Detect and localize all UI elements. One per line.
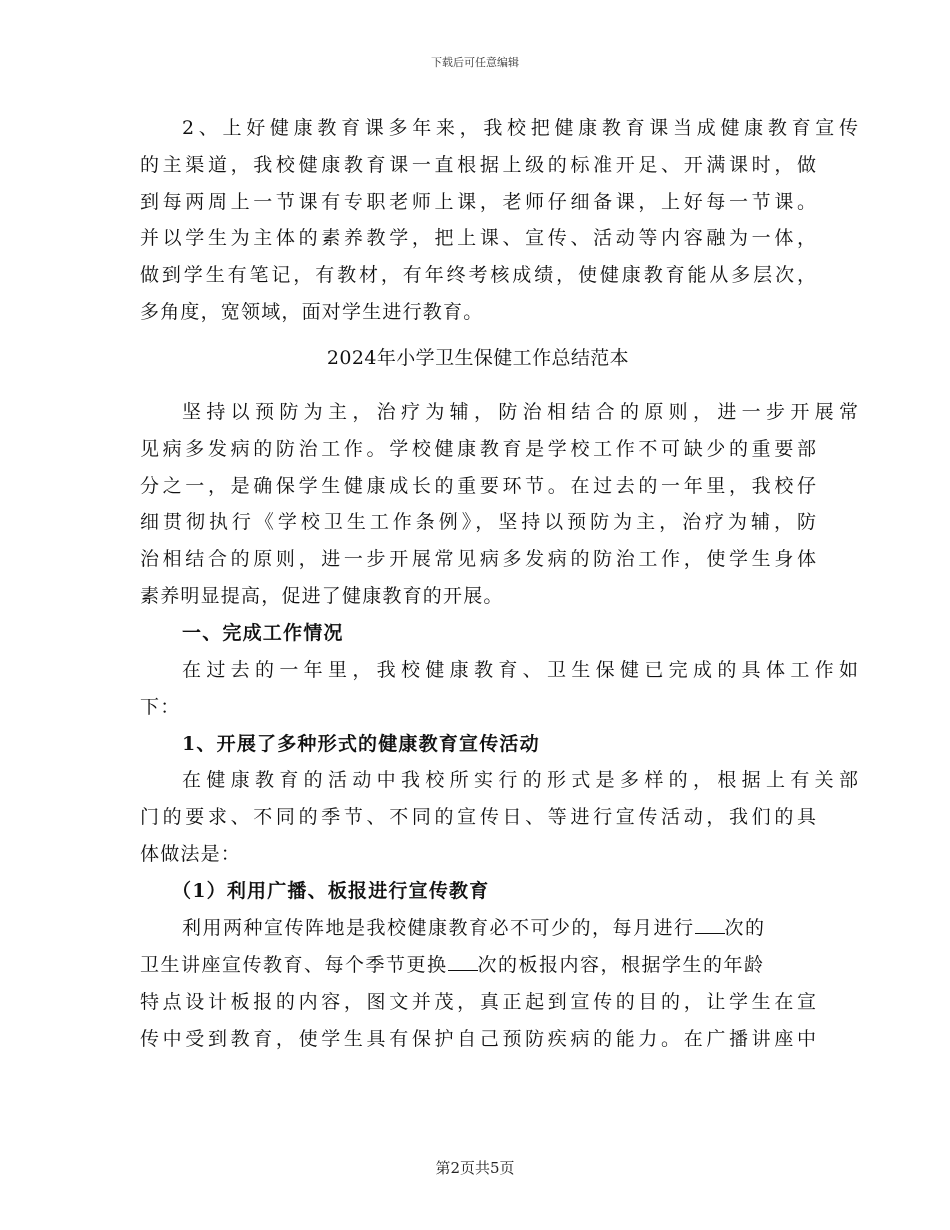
page-number: 第2页共5页 bbox=[435, 1159, 515, 1177]
body-line: 分之一，是确保学生健康成长的重要环节。在过去的一年里，我校仔 bbox=[140, 475, 816, 497]
body-line: 在健康教育的活动中我校所实行的形式是多样的，根据上有关部 bbox=[182, 769, 858, 791]
body-line: 体做法是： bbox=[140, 843, 242, 865]
body-line: 见病多发病的防治工作。学校健康教育是学校工作不可缺少的重要部 bbox=[140, 438, 816, 460]
body-line: 到每两周上一节课有专职老师上课，老师仔细备课，上好每一节课。 bbox=[140, 191, 816, 213]
body-line bbox=[140, 952, 816, 978]
heading-broadcast: （1）利用广播、板报进行宣传教育 bbox=[172, 880, 490, 902]
body-line: 特点设计板报的内容，图文并茂，真正起到宣传的目的，让学生在宣 bbox=[140, 991, 816, 1013]
body-line: 多角度，宽领域，面对学生进行教育。 bbox=[140, 301, 484, 323]
body-line: 治相结合的原则，进一步开展常见病多发病的防治工作，使学生身体 bbox=[140, 548, 816, 570]
body-line: 传中受到教育，使学生具有保护自己预防疾病的能力。在广播讲座中 bbox=[140, 1028, 816, 1050]
body-line: 做到学生有笔记，有教材，有年终考核成绩，使健康教育能从多层次， bbox=[140, 264, 816, 286]
body-line: 门的要求、不同的季节、不同的宣传日、等进行宣传活动，我们的具 bbox=[140, 806, 816, 828]
body-line: 在过去的一年里，我校健康教育、卫生保健已完成的具体工作如 bbox=[182, 659, 858, 681]
body-text: 利用两种宣传阵地是我校健康教育必不可少的，每月进行 bbox=[182, 917, 695, 939]
fill-blank bbox=[448, 952, 478, 971]
body-text: 卫生讲座宣传教育、每个季节更换 bbox=[140, 954, 448, 976]
section-title: 2024年小学卫生保健工作总结范本 bbox=[326, 347, 630, 369]
fill-blank bbox=[695, 915, 725, 934]
page-header-note: 下载后可任意编辑 bbox=[431, 56, 519, 69]
heading-work-status: 一、完成工作情况 bbox=[182, 622, 344, 644]
body-text: 次的 bbox=[724, 917, 766, 939]
body-line: 素养明显提高，促进了健康教育的开展。 bbox=[140, 585, 504, 607]
body-line bbox=[140, 915, 858, 941]
body-line: 的主渠道，我校健康教育课一直根据上级的标准开足、开满课时，做 bbox=[140, 154, 816, 176]
body-line: 下： bbox=[140, 696, 181, 718]
heading-activities: 1、开展了多种形式的健康教育宣传活动 bbox=[182, 733, 540, 755]
body-line: 2、上好健康教育课多年来，我校把健康教育课当成健康教育宣传 bbox=[182, 117, 858, 139]
body-text: 次的板报内容，根据学生的年龄 bbox=[477, 954, 765, 976]
body-line: 并以学生为主体的素养教学，把上课、宣传、活动等内容融为一体， bbox=[140, 227, 816, 249]
body-line: 细贯彻执行《学校卫生工作条例》，坚持以预防为主，治疗为辅，防 bbox=[140, 511, 816, 533]
body-line: 坚持以预防为主，治疗为辅，防治相结合的原则，进一步开展常 bbox=[182, 401, 858, 423]
